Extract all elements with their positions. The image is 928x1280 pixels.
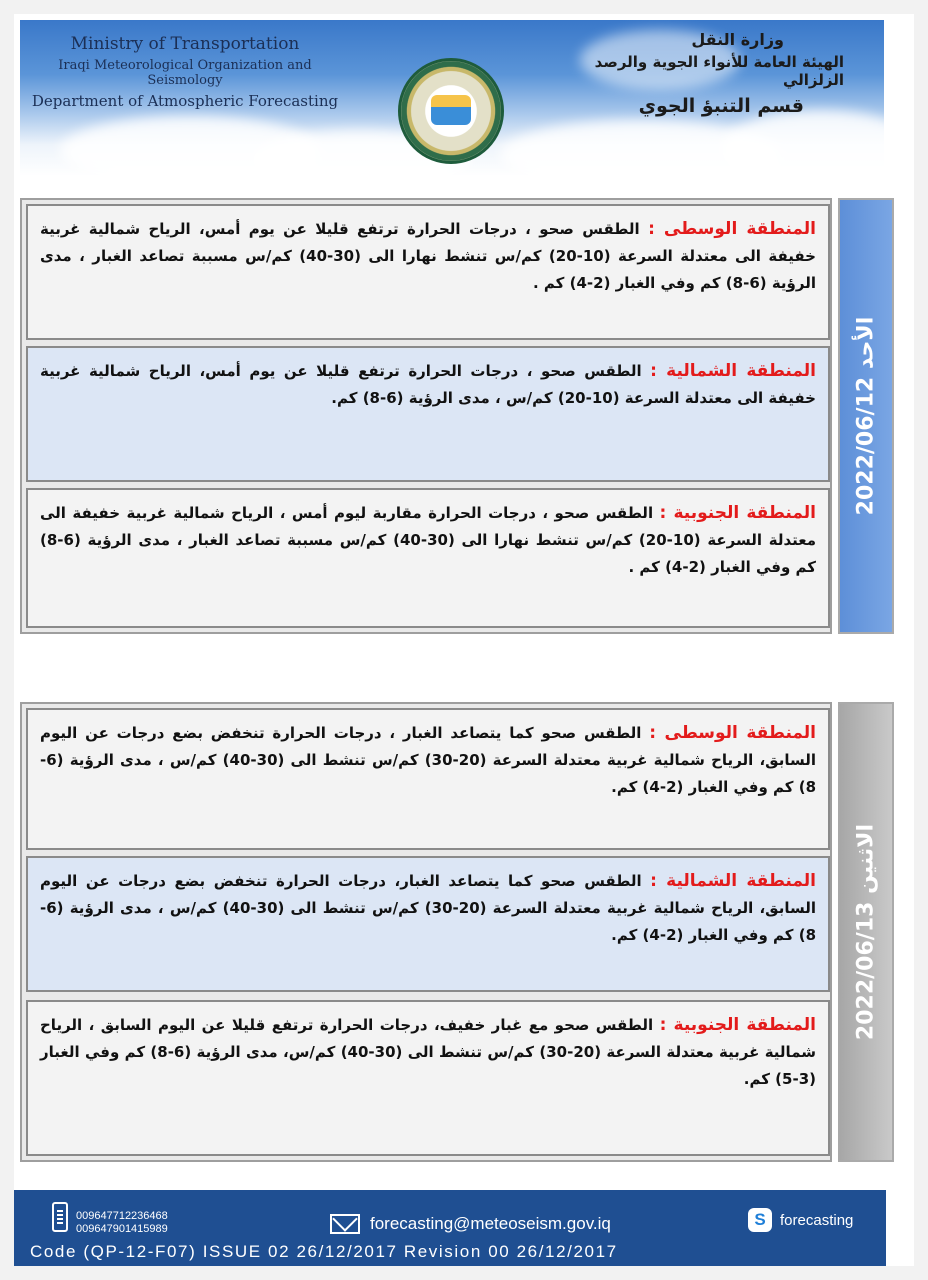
- day-2-frame: [20, 702, 832, 1162]
- region-north-day-1: [26, 346, 830, 482]
- logo-emblem-icon: [431, 95, 471, 125]
- region-central-day-2: [26, 708, 830, 850]
- region-text: الطقس صحو كما يتصاعد الغبار ، درجات الحرارة تنخفض بضع درجات عن اليوم السابق، الرياح شمالية غربية معتدلة السرعة (20-30) كم/س تنشط الى (30-40) كم/س ، مدى الرؤية (6-8) كم وفي الغبار (2-4) كم.: [40, 724, 817, 796]
- region-text: الطقس صحو كما يتصاعد الغبار، درجات الحرارة تنخفض بضع درجات عن اليوم السابق، الرياح شمالية غربية معتدلة السرعة (20-30) كم/س تنشط الى (30-40) كم/س ، مدى الرؤية (6-8) كم وفي الغبار (2-4) كم.: [40, 872, 817, 944]
- phone-icon: [52, 1202, 68, 1232]
- organization-logo: [398, 58, 504, 164]
- phone-number-2[interactable]: 009647901415989: [76, 1223, 168, 1235]
- organization-name-ar: الهيئة العامة للأنواء الجوية والرصد الزلزالي: [594, 53, 844, 89]
- header-english: [30, 34, 340, 110]
- forecast-day-2: [20, 702, 894, 1162]
- region-name: المنطقة الجنوبية :: [659, 1015, 816, 1035]
- region-text: الطقس صحو ، درجات الحرارة ترتفع قليلا عن يوم أمس، الرياح شمالية غربية خفيفة الى معتدلة السرعة (10-20) كم/س ، مدى الرؤية (6-8) كم.: [40, 362, 816, 407]
- department-name-ar: قسم التنبؤ الجوي: [638, 95, 804, 117]
- region-text: الطقس صحو ، درجات الحرارة ترتفع قليلا عن يوم أمس، الرياح شمالية غربية خفيفة الى معتدلة السرعة (10-20) كم/س تنشط نهارا الى (30-40) كم/س مسببة تصاعد الغبار ، مدى الرؤية (6-8) كم وفي الغبار (2-4) كم .: [40, 220, 816, 292]
- forecast-day-1: [20, 198, 894, 634]
- date: 2022/06/13: [853, 901, 879, 1041]
- phone-numbers: [76, 1210, 168, 1236]
- document-code: Code (QP-12-F07) ISSUE 02 26/12/2017 Revision 00 26/12/2017: [30, 1242, 618, 1261]
- phone-number-1[interactable]: 009647712236468: [76, 1210, 168, 1222]
- region-south-day-1: [26, 488, 830, 628]
- ministry-name-ar: وزارة النقل: [691, 30, 784, 49]
- region-name: المنطقة الشمالية :: [650, 871, 816, 891]
- email-link[interactable]: forecasting@meteoseism.gov.iq: [370, 1214, 611, 1233]
- header-banner: [20, 20, 884, 176]
- region-north-day-2: [26, 856, 830, 992]
- region-name: المنطقة الشمالية :: [650, 361, 816, 381]
- skype-icon: S: [748, 1208, 772, 1232]
- region-text: الطقس صحو ، درجات الحرارة مقاربة ليوم أمس ، الرياح شمالية غربية خفيفة الى معتدلة السرعة (10-20) كم/س تنشط نهارا الى (30-40) كم/س مسببة تصاعد الغبار ، مدى الرؤية (6-8) كم وفي الغبار (2-4) كم .: [40, 504, 816, 576]
- date: 2022/06/12: [853, 376, 879, 516]
- date-bar-day-1: [838, 198, 894, 634]
- day-1-frame: [20, 198, 832, 634]
- footer: [14, 1190, 886, 1266]
- region-central-day-1: [26, 204, 830, 340]
- date-bar-day-2: [838, 702, 894, 1162]
- ministry-name-en: Ministry of Transportation: [70, 34, 300, 54]
- weekday: الأحد: [853, 316, 879, 370]
- date-label-day-1: [854, 317, 879, 516]
- region-name: المنطقة الوسطى :: [648, 219, 816, 239]
- date-label-day-2: [854, 824, 879, 1040]
- department-name-en: Department of Atmospheric Forecasting: [31, 92, 339, 110]
- region-south-day-2: [26, 1000, 830, 1156]
- region-text: الطقس صحو مع غبار خفيف، درجات الحرارة ترتفع قليلا عن اليوم السابق ، الرياح شمالية غربية معتدلة السرعة (20-30) كم/س تنشط الى (30-40) كم/س، مدى الرؤية (6-8) كم وفي الغبار (3-5) كم.: [40, 1016, 817, 1088]
- region-name: المنطقة الجنوبية :: [659, 503, 816, 523]
- mail-icon: [330, 1214, 360, 1234]
- organization-name-en: Iraqi Meteorological Organization and Seismology: [58, 58, 312, 88]
- header-arabic: [544, 30, 844, 117]
- region-name: المنطقة الوسطى :: [649, 723, 816, 743]
- skype-handle[interactable]: forecasting: [780, 1212, 854, 1229]
- weekday: الاثنين: [853, 823, 879, 894]
